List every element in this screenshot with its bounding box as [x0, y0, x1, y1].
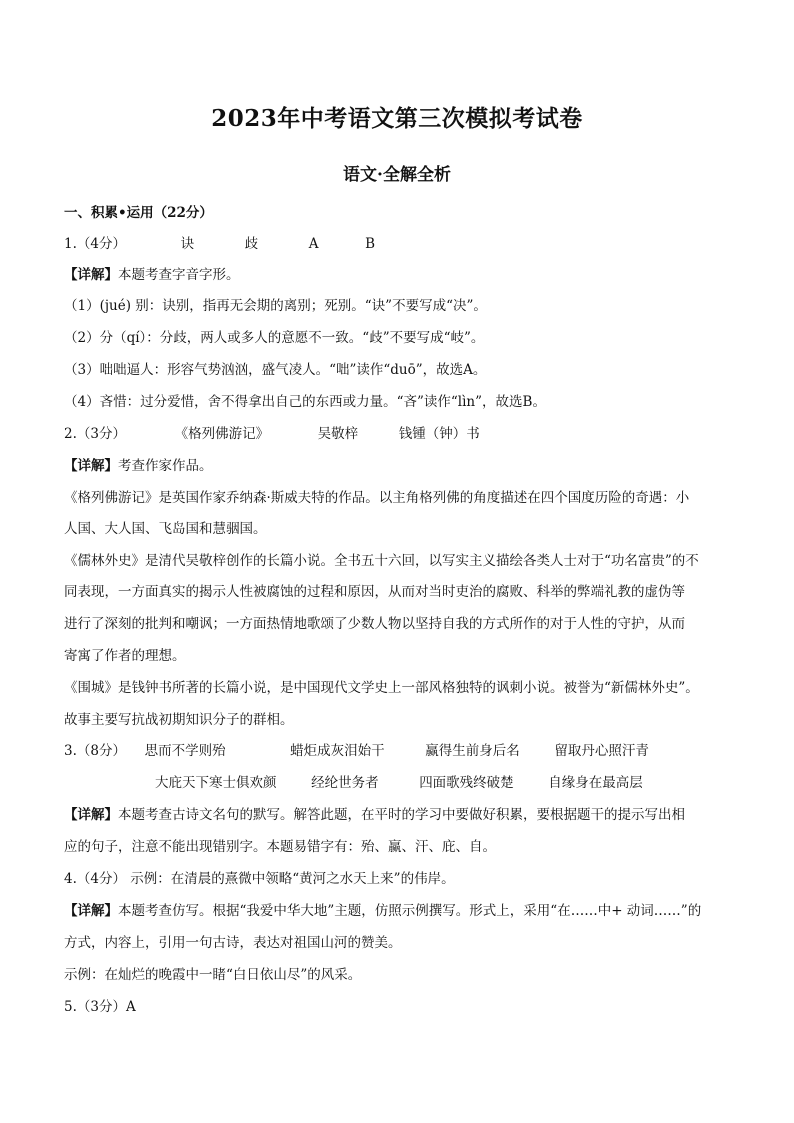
q2-para2-line1: 《儒林外史》是清代吴敬梓创作的长篇小说。全书五十六回，以写实主义描绘各类人士对于“功名富贵”的不	[64, 553, 699, 569]
q2-para3-line1: 《围城》是钱钟书所著的长篇小说，是中国现代文学史上一部风格独特的讽刺小说。被誉为“新儒林外史”。	[64, 680, 699, 696]
q4-answer: 示例：在清晨的熹微中领略“黄河之水天上来”的伟岸。	[130, 871, 455, 887]
q3-answer: 经纶世务者	[311, 775, 379, 791]
q3-answer: 赢得生前身后名	[425, 743, 520, 759]
q2-detail-text: 考查作家作品。	[118, 458, 213, 474]
q1-answer-3: A	[308, 236, 319, 252]
q1-item-2: （2）分（qí）：分歧，两人或多人的意愿不一致。“歧”不要写成“岐”。	[64, 330, 485, 346]
q1-answer-1: 诀	[180, 236, 195, 252]
q2-para1-line2: 人国、大人国、飞岛国和慧骃国。	[64, 521, 267, 537]
q1-answer-4: B	[365, 236, 376, 252]
q1-detail-text: 本题考查字音字形。	[118, 267, 240, 283]
q2-detail	[64, 456, 740, 476]
q4-detail-line1	[64, 901, 740, 921]
page-subtitle: 语文·全解全析	[343, 165, 451, 185]
q3-answer: 自缘身在最高层	[548, 775, 643, 791]
q3-answer-row-2	[155, 773, 794, 793]
q3-answer: 四面歌残终破楚	[419, 775, 514, 791]
q2-answer-3: 钱锺（钟）书	[398, 426, 480, 442]
q3-detail-line1	[64, 805, 740, 825]
q1-item-3: （3）咄咄逼人：形容气势汹汹，盛气凌人。“咄”读作“duō”，故选A。	[64, 362, 487, 378]
q3-answer: 大庇天下寒士俱欢颜	[155, 775, 277, 791]
q1-answer-2: 歧	[244, 236, 259, 252]
q1-number: 1.（4分）	[64, 236, 126, 252]
q2-para1-line1: 《格列佛游记》是英国作家乔纳森·斯威夫特的作品。以主角格列佛的角度描述在四个国度历险的奇遇：小	[64, 490, 690, 506]
q2-para3-line2: 故事主要写抗战初期知识分子的群相。	[64, 712, 294, 728]
detail-label: 【详解】	[64, 458, 118, 474]
detail-label: 【详解】	[64, 903, 118, 919]
q5-answer-line	[64, 997, 740, 1017]
q1-detail	[64, 265, 740, 285]
q2-answer-1: 《格列佛游记》	[174, 426, 270, 442]
q4-detail-text: 本题考查仿写。根据“我爱中华大地”主题，仿照示例撰写。形式上，采用“在……中+ 动词……”的	[118, 903, 702, 919]
q3-answer: 思而不学则殆	[144, 743, 226, 759]
q2-answer-2: 吴敬梓	[317, 426, 359, 442]
q4-answer-line	[64, 869, 740, 889]
q2-para2-line3: 进行了深刻的批判和嘲讽；一方面热情地歌颂了少数人物以坚持自我的方式所作的对于人性的守护，从而	[64, 616, 685, 632]
q1-item-4: （4）吝惜：过分爱惜，舍不得拿出自己的东西或力量。“吝”读作“lìn”，故选B。	[64, 394, 546, 410]
q1-item-1: （1）(jué) 别：诀别，指再无会期的离别；死别。“诀”不要写成“决”。	[64, 298, 487, 314]
q2-answer-line	[64, 424, 740, 444]
q5-number: 5.（3分）	[64, 999, 126, 1015]
q3-detail-text: 本题考查古诗文名句的默写。解答此题，在平时的学习中要做好积累，要根据题干的提示写出相	[118, 807, 685, 823]
q4-example: 示例：在灿烂的晚霞中一睹“白日依山尽”的风采。	[64, 967, 362, 983]
detail-label: 【详解】	[64, 807, 118, 823]
page-title: 2023年中考语文第三次模拟考试卷	[211, 105, 583, 132]
detail-label: 【详解】	[64, 267, 118, 283]
q3-answer: 留取丹心照汗青	[554, 743, 649, 759]
q3-answer-row-1	[64, 741, 740, 761]
q4-number: 4.（4分）	[64, 871, 126, 887]
q3-detail-line2: 应的句子，注意不能出现错别字。本题易错字有：殆、赢、汗、庇、自。	[64, 839, 496, 855]
q1-answer-line	[64, 234, 740, 254]
section-heading: 一、积累•运用（22分）	[64, 205, 213, 221]
q3-answer: 蜡炬成灰泪始干	[290, 743, 385, 759]
q3-number: 3.（8分）	[64, 743, 126, 759]
q2-para2-line4: 寄寓了作者的理想。	[64, 648, 186, 664]
q2-para2-line2: 同表现，一方面真实的揭示人性被腐蚀的过程和原因，从而对当时吏治的腐败、科举的弊端礼教的虚伪等	[64, 584, 685, 600]
q4-detail-line2: 方式，内容上，引用一句古诗，表达对祖国山河的赞美。	[64, 935, 402, 951]
q5-answer: A	[125, 999, 136, 1015]
q2-number: 2.（3分）	[64, 426, 126, 442]
